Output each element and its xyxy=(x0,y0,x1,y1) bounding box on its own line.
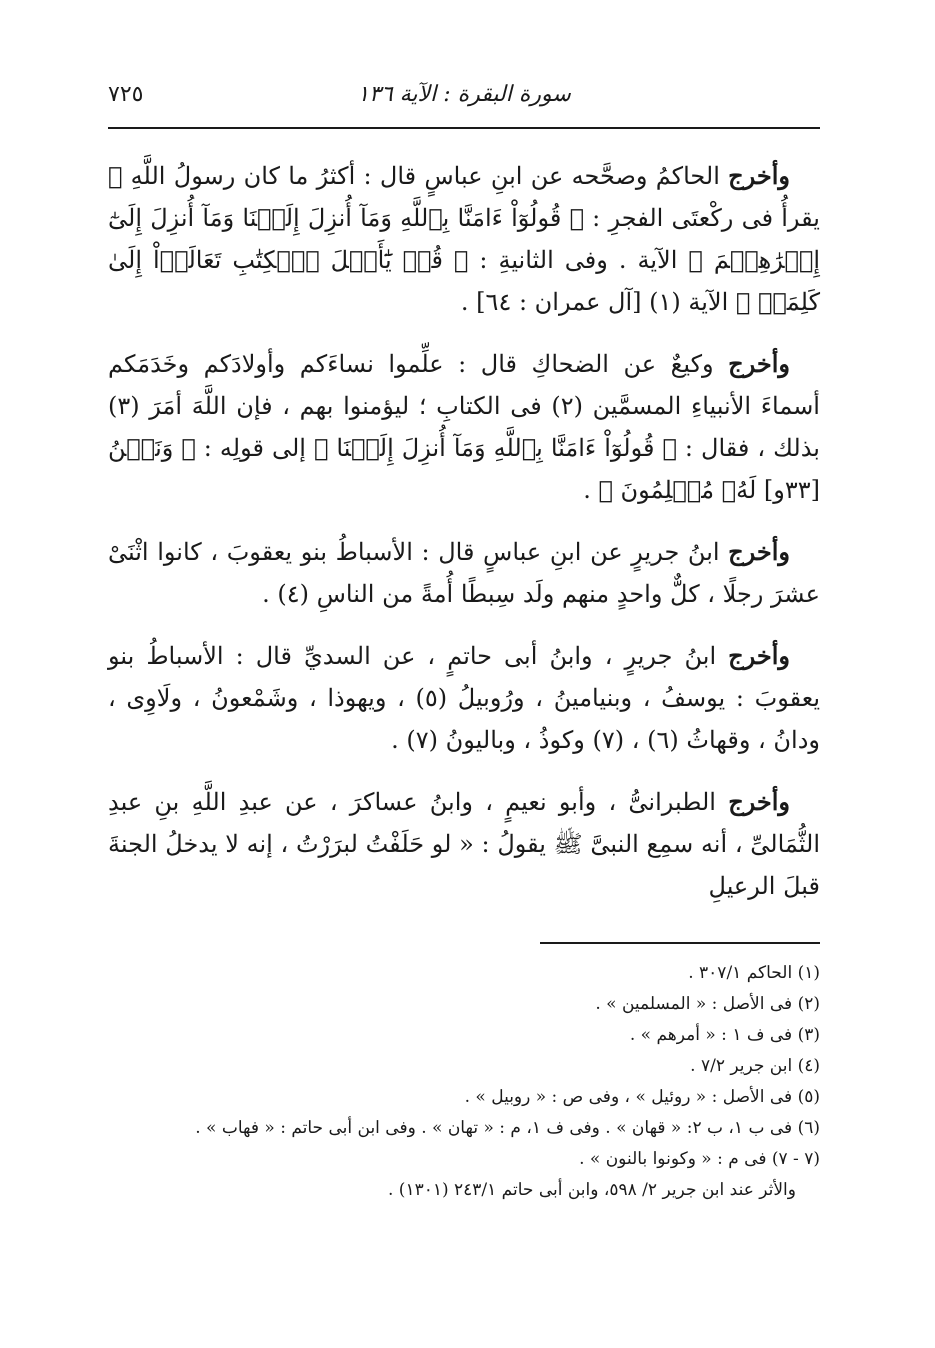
footnote-6: (٦) فى ب ١، ب ٢: « قهان » . وفى ف ١، م : « تهان » . وفى ابن أبى حاتم : « فهاب » . xyxy=(195,1118,820,1138)
paragraph-text: ابنُ جريرٍ عن ابنِ عباسٍ قال : الأسباطُ بنو يعقوبَ ، كانوا اثْنَىْ عشرَ رجلًا ، كلٌّ واحدٍ منهم ولَد سِبطًا أُمةً من الناسِ (٤) . xyxy=(108,538,820,608)
header-divider xyxy=(108,127,820,129)
paragraph-lead: وأخرج xyxy=(728,641,790,670)
page xyxy=(108,0,820,1348)
paragraph-2 xyxy=(108,343,820,511)
paragraph-lead: وأخرج xyxy=(728,349,790,378)
footnote-7: (٧ - ٧) فى م : « وكونوا بالنون » . xyxy=(579,1149,820,1169)
paragraph-text: وكيعٌ عن الضحاكِ قال : علِّموا نساءَكم وأولادَكم وخَدَمَكم أسماءَ الأنبياءِ المسمَّين (٢) فى الكتابِ ؛ ليؤمنوا بهم ، فإن اللَّهَ أمَرَ (٣) بذلك ، فقال : ﴿ قُولُوٓاْ ءَامَنَّا بِٱللَّهِ وَمَآ أُنزِلَ إِلَيۡنَا ﴾ إلى قولِه : ﴿ وَنَحۡنُ [٣٣و] لَهُۥ مُسۡلِمُونَ ﴾ . xyxy=(108,350,820,504)
footnote-4: (٤) ابن جرير ٧/٢ . xyxy=(690,1056,820,1076)
paragraph-5 xyxy=(108,781,820,907)
main-text xyxy=(108,155,820,927)
paragraph-text: الحاكمُ وصحَّحه عن ابنِ عباسٍ قال : أكثرُ ما كان رسولُ اللَّهِ ﷺ يقرأُ فى ركْعتَى الفجرِ : ﴿ قُولُوٓاْ ءَامَنَّا بِٱللَّهِ وَمَآ أُنزِلَ إِلَيۡنَا وَمَآ أُنزِلَ إِلَىٰٓ إِبۡرَٰهِـۧمَ ﴾ الآية . وفى الثانيةِ : ﴿ قُلۡ يَٰٓأَهۡلَ ٱلۡكِتَٰبِ تَعَالَوۡاْ إِلَىٰ كَلِمَةٖ ﴾ الآية (١) [آل عمران : ٦٤] . xyxy=(108,162,820,316)
paragraph-text: الطبرانىُّ ، وأبو نعيمٍ ، وابنُ عساكرَ ، عن عبدِ اللَّهِ بنِ عبدِ الثُّمَالىِّ ، أنه سمِع النبىَّ ﷺ يقولُ : « لو حَلَفْتُ لبرَرْتُ ، إنه لا يدخلُ الجنةَ قبلَ الرعيلِ xyxy=(108,788,820,900)
footnote-3: (٣) فى ف ١ : « أمرهم » . xyxy=(629,1025,820,1045)
paragraph-4 xyxy=(108,635,820,761)
footnote-1: (١) الحاكم ٣٠٧/١ . xyxy=(688,963,820,983)
page-number: ٧٢٥ xyxy=(108,82,144,107)
paragraph-lead: وأخرج xyxy=(728,537,790,566)
page-title: سورة البقرة : الآية ١٣٦ xyxy=(357,82,571,107)
footnote-divider xyxy=(540,942,820,944)
paragraph-3 xyxy=(108,531,820,615)
footnote-source: والأثر عند ابن جرير ٢/ ٥٩٨، وابن أبى حاتم ٢٤٣/١ (١٣٠١) . xyxy=(387,1180,796,1200)
footnotes xyxy=(108,958,820,1206)
page-header xyxy=(108,82,820,122)
paragraph-1 xyxy=(108,155,820,323)
paragraph-text: ابنُ جريرٍ ، وابنُ أبى حاتمٍ ، عن السديِّ قال : الأسباطُ بنو يعقوبَ : يوسفُ ، وبنيامينُ ، ورُوبيلُ (٥) ، ويهوذا ، وشَمْعونُ ، ولَاوِى ، ودانُ ، وقهاثُ (٦) ، (٧) وكوذُ ، وباليونُ (٧) . xyxy=(108,642,820,754)
paragraph-lead: وأخرج xyxy=(728,161,790,190)
footnote-2: (٢) فى الأصل : « المسلمين » . xyxy=(595,994,820,1014)
paragraph-lead: وأخرج xyxy=(728,787,791,816)
footnote-5: (٥) فى الأصل : « روئيل » ، وفى ص : « روبيل » . xyxy=(464,1087,820,1107)
